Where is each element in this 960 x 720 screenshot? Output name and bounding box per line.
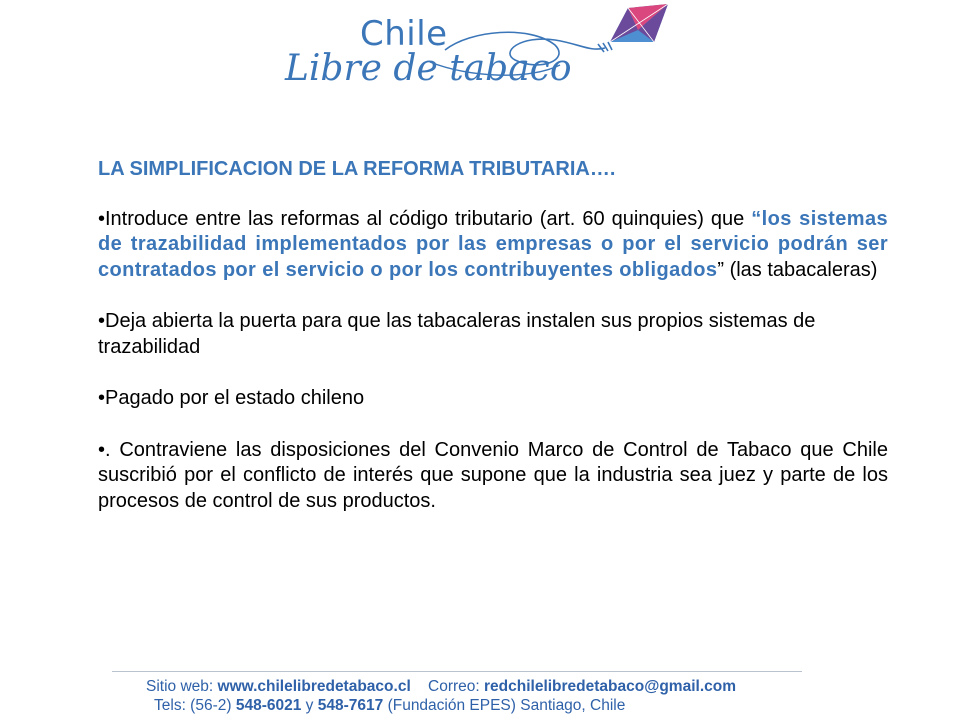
bullet-pagado: •Pagado por el estado chileno (98, 387, 365, 409)
footer-row-phone (146, 696, 846, 715)
footer-mail-label: Correo: (428, 678, 480, 695)
footer-mail-link[interactable]: redchilelibredetabaco@gmail.com (484, 678, 736, 695)
footer-row-web-mail (146, 677, 846, 696)
bullet-contraviene: •. Contraviene las disposiciones del Convenio Marco de Control de Tabaco que Chile suscribió por el conflicto de interés que supone que la industria sea juez y parte de los procesos de control de sus productos. (98, 438, 888, 512)
bullet-introduce-suffix: ” (las tabacaleras) (717, 258, 878, 281)
footer-org: (Fundación EPES) Santiago, Chile (387, 697, 626, 714)
logo-libre-de-tabaco-text: Libre de tabaco (285, 48, 572, 89)
slide-body (98, 157, 888, 540)
footer-contact (146, 677, 846, 715)
bullet-introduce (98, 207, 888, 284)
footer-web-link[interactable]: www.chilelibredetabaco.cl (217, 678, 411, 695)
slide-heading: LA SIMPLIFICACION DE LA REFORMA TRIBUTARIA…. (98, 158, 616, 180)
chile-libre-de-tabaco-logo (270, 0, 700, 110)
bullet-deja-abierta: •Deja abierta la puerta para que las tabacaleras instalen sus propios sistemas de trazabilidad (98, 310, 816, 358)
footer-tel-label: Tels: (56-2) (154, 697, 232, 714)
footer-web-label: Sitio web: (146, 678, 214, 695)
footer-tel-1: 548-6021 (235, 697, 302, 714)
bullet-introduce-prefix: •Introduce entre las reformas al código tributario (art. 60 quinquies) que (98, 207, 745, 230)
bullet-introduce-quote: “los sistemas de trazabilidad implementados por las empresas o por el servicio podrán ser contratados por el servicio o por los contribuyentes obligados (98, 207, 888, 281)
footer-divider (112, 671, 802, 672)
footer-tel-and: y (305, 697, 314, 714)
footer-tel-2: 548-7617 (317, 697, 384, 714)
logo-chile-text: Chile (360, 14, 448, 54)
